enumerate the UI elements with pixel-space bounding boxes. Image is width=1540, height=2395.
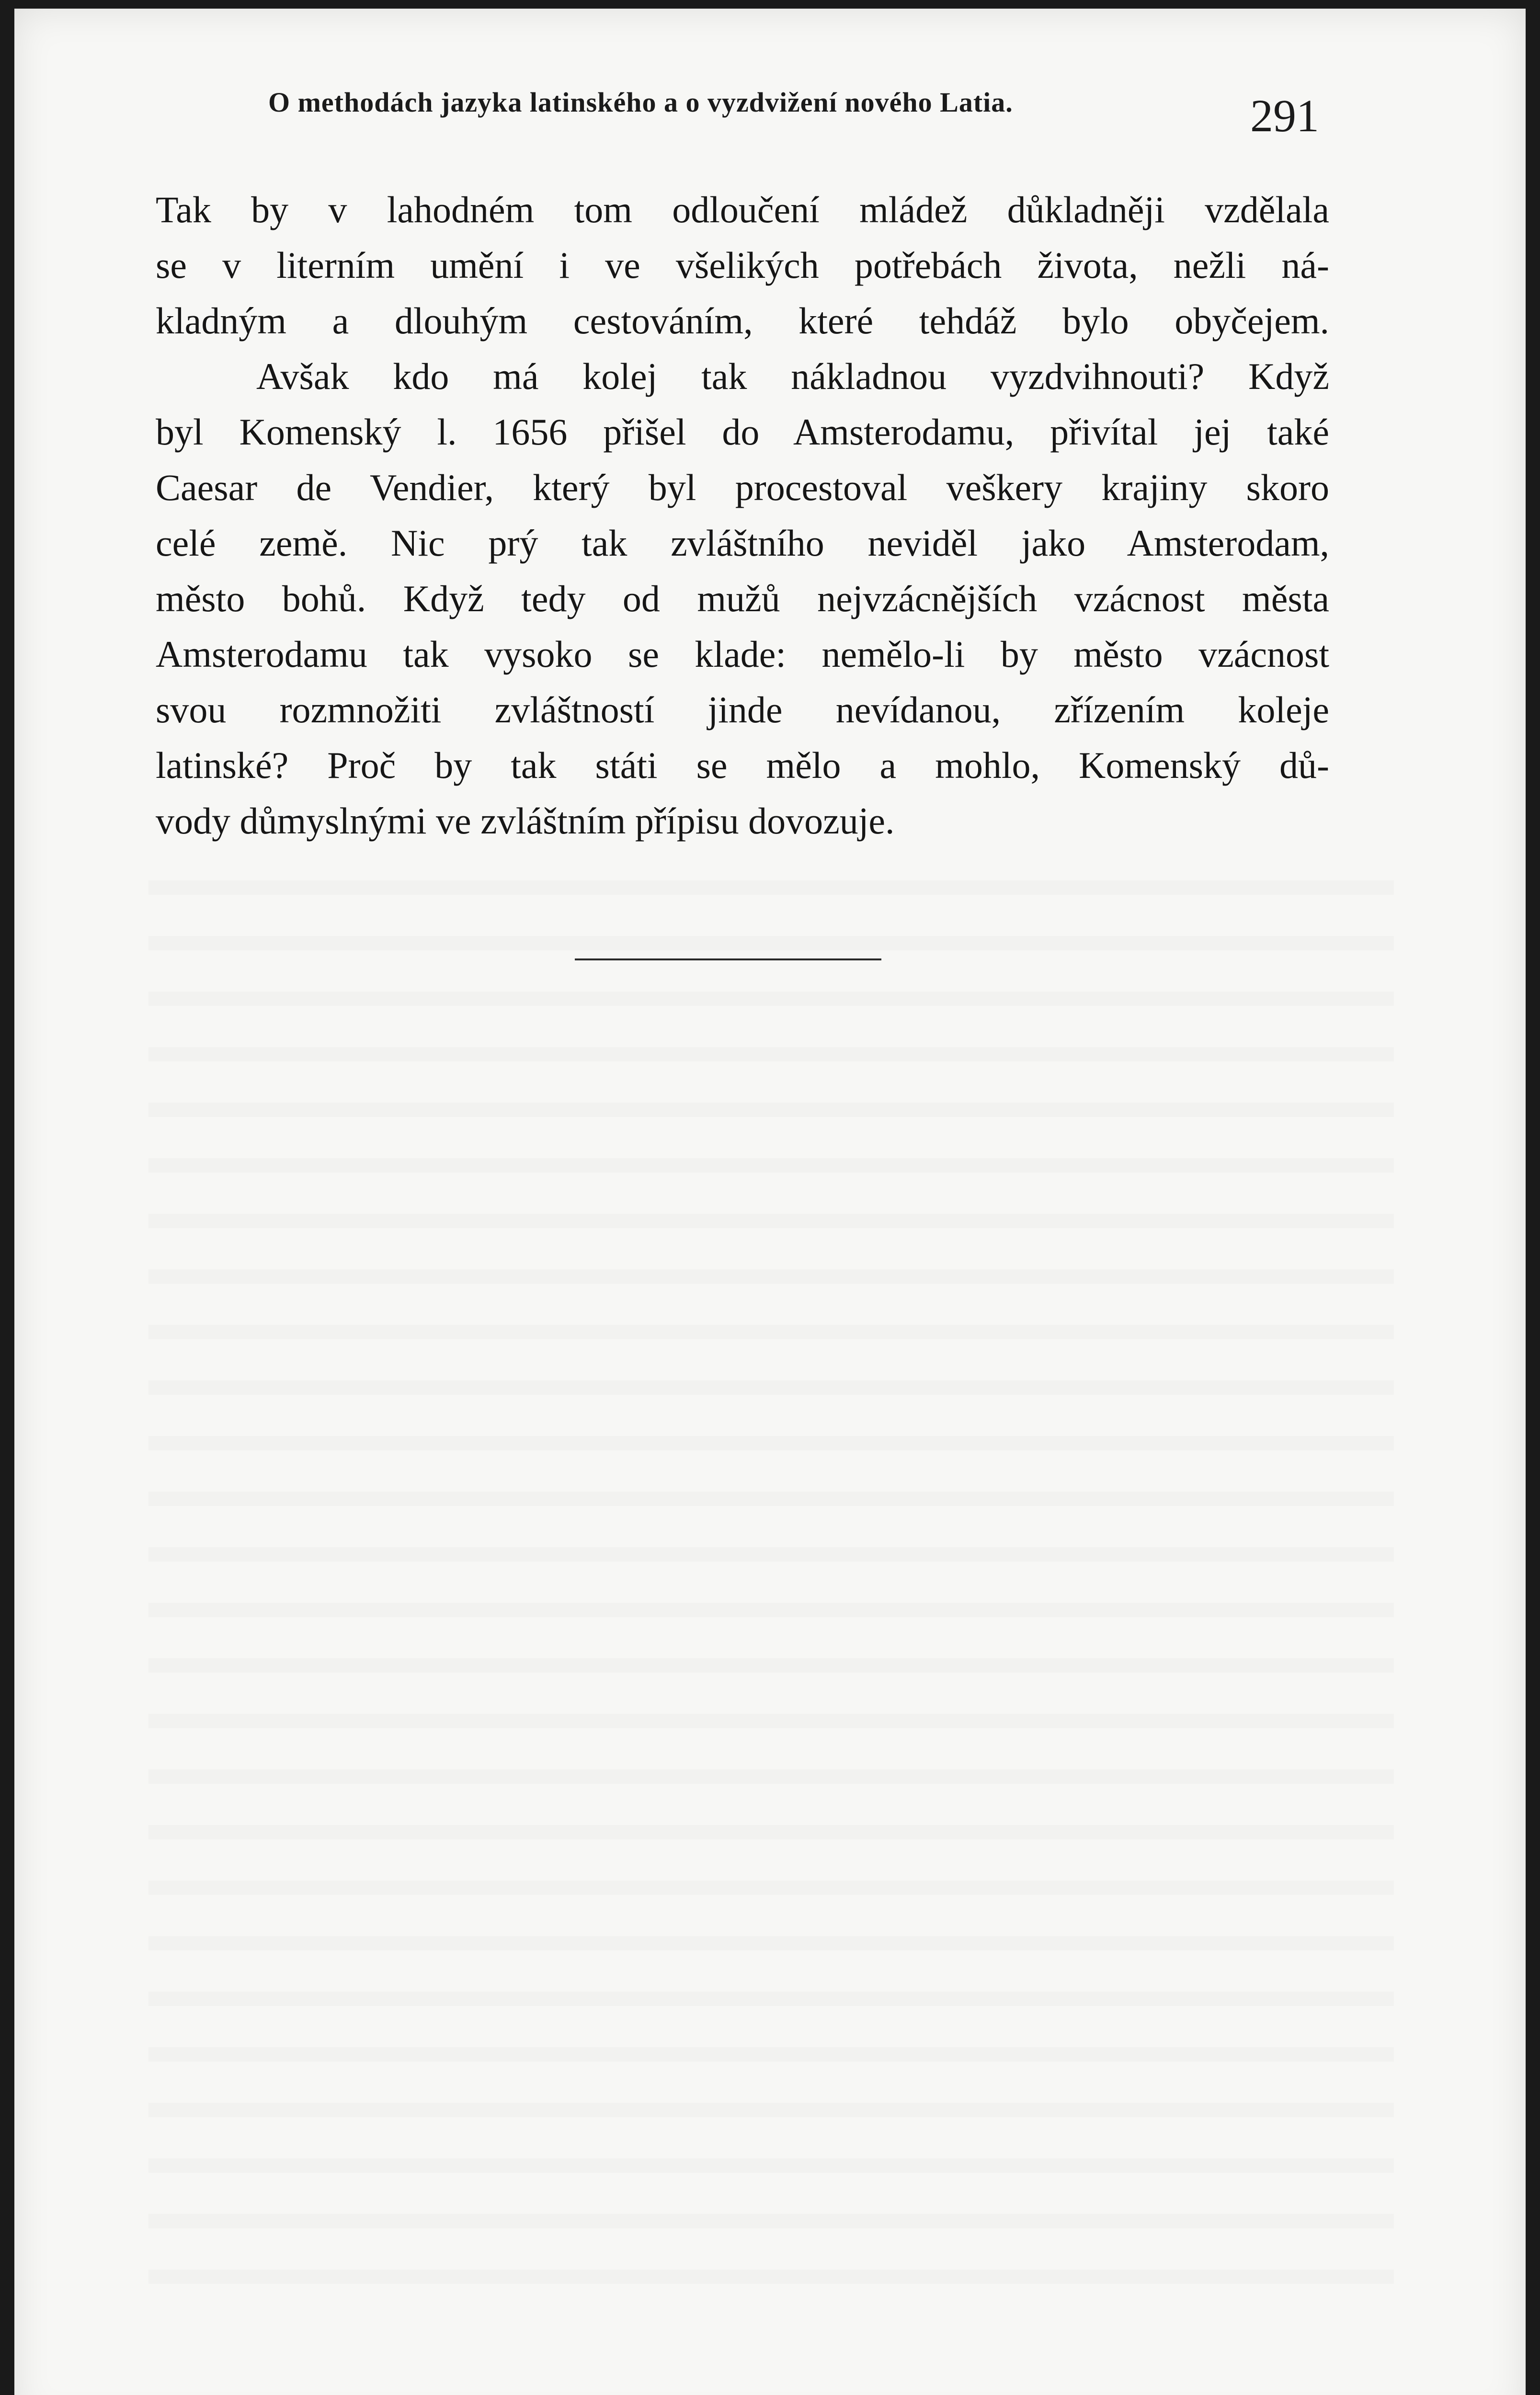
text-line: kladným a dlouhým cestováním, které tehdáž bylo obyčejem. <box>156 300 1329 342</box>
text-line: latinské? Proč by tak státi se mělo a mohlo, Komenský dů- <box>156 744 1329 786</box>
section-end-rule <box>575 958 881 960</box>
text-line: byl Komenský l. 1656 přišel do Amsterodamu, přivítal jej také <box>156 411 1329 453</box>
show-through-text <box>148 847 1394 2284</box>
text-line: Avšak kdo má kolej tak nákladnou vyzdvihnouti? Když <box>256 355 1329 397</box>
text-line: se v literním umění i ve všelikých potřebách života, nežli ná- <box>156 244 1329 286</box>
text-line: Caesar de Vendier, který byl procestoval veškery krajiny skoro <box>156 467 1329 508</box>
text-line: Amsterodamu tak vysoko se klade: nemělo-li by město vzácnost <box>156 633 1329 675</box>
text-line: Tak by v lahodném tom odloučení mládež důkladněji vzdělala <box>156 189 1329 230</box>
page-number: 291 <box>1250 90 1319 141</box>
text-line: svou rozmnožiti zvláštností jinde nevídanou, zřízením koleje <box>156 689 1329 730</box>
text-line: vody důmyslnými ve zvláštním přípisu dovozuje. <box>156 800 895 842</box>
text-line: celé země. Nic prý tak zvláštního neviděl jako Amsterodam, <box>156 522 1329 564</box>
book-page <box>14 9 1526 2395</box>
running-header: O methodách jazyka latinského a o vyzdvižení nového Latia. <box>268 87 1013 118</box>
text-line: město bohů. Když tedy od mužů nejvzácnějších vzácnost města <box>156 578 1329 619</box>
body-paragraphs <box>156 182 1329 849</box>
